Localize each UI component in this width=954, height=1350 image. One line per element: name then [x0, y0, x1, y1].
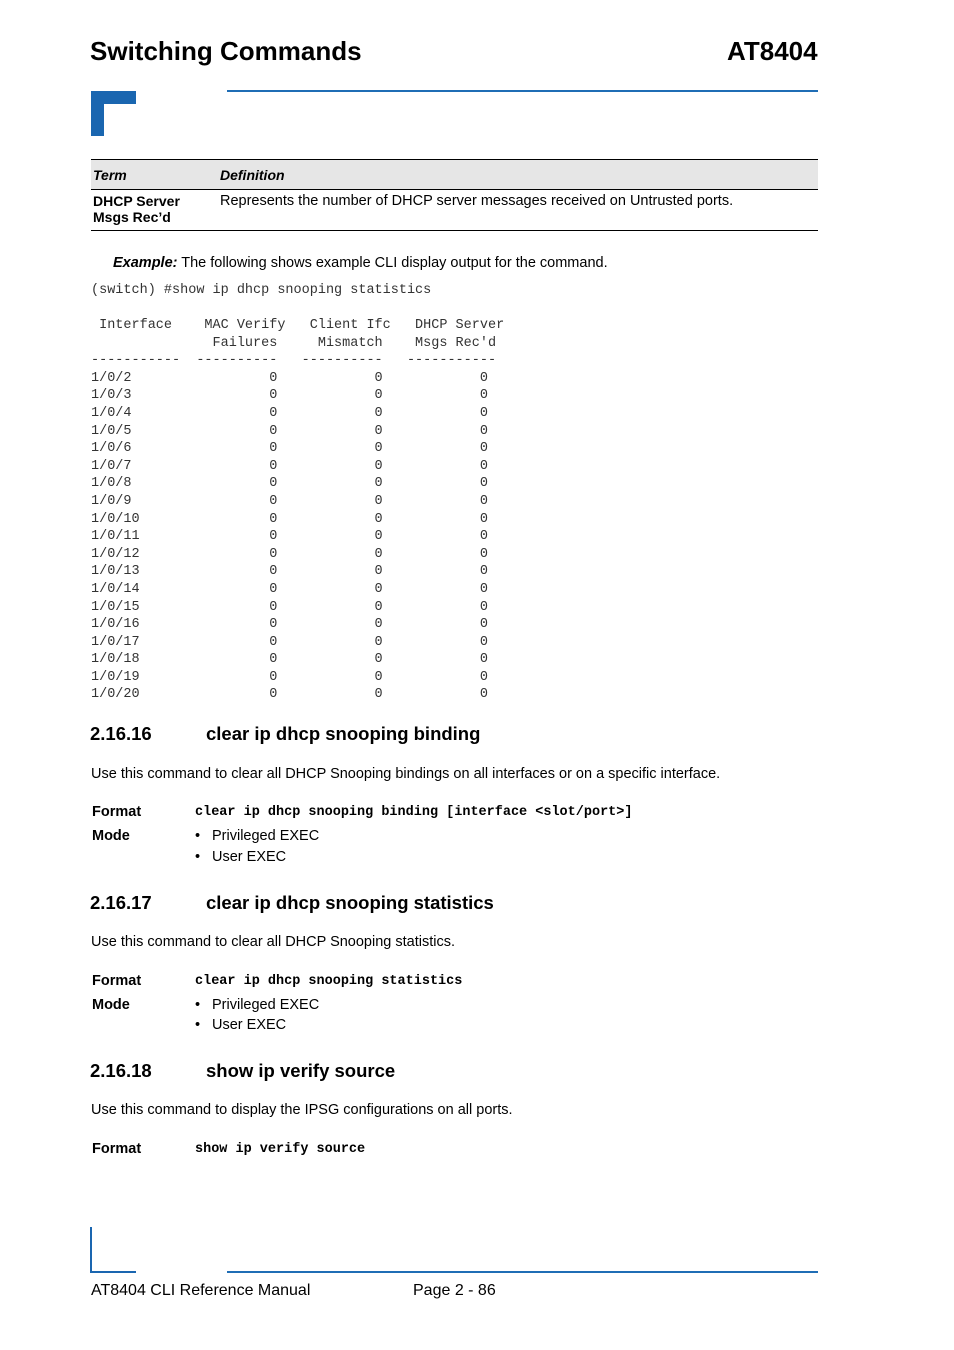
format-label: Format	[92, 1141, 142, 1157]
format-label: Format	[92, 973, 142, 989]
col-definition-header: Definition	[220, 166, 285, 183]
example-text: The following shows example CLI display output for the command.	[177, 255, 608, 271]
cli-prompt: (switch) #show ip dhcp snooping statistics	[91, 283, 432, 298]
cli-row: 1/0/12 0 0 0	[91, 546, 488, 562]
definition-cell: Represents the number of DHCP server messages received on Untrusted ports.	[220, 193, 734, 209]
cli-row: 1/0/8 0 0 0	[91, 476, 488, 492]
footer-bracket-icon	[90, 1227, 136, 1273]
section-number: 2.16.17	[90, 892, 152, 913]
cli-row: 1/0/7 0 0 0	[91, 458, 488, 474]
cli-row: 1/0/2 0 0 0	[91, 370, 488, 386]
section-title: clear ip dhcp snooping statistics	[206, 892, 494, 913]
cli-output	[91, 317, 504, 704]
cli-row: 1/0/13 0 0 0	[91, 564, 488, 580]
mode-label: Mode	[92, 997, 130, 1013]
section-description: Use this command to display the IPSG configurations on all ports.	[91, 1102, 513, 1118]
cli-header-line-2: Failures Mismatch Msgs Rec'd	[91, 335, 497, 351]
definition-table	[91, 159, 818, 231]
table-row	[91, 190, 818, 231]
cli-row: 1/0/15 0 0 0	[91, 599, 488, 615]
cli-row: 1/0/11 0 0 0	[91, 529, 488, 545]
cli-row: 1/0/6 0 0 0	[91, 441, 488, 457]
cli-row: 1/0/4 0 0 0	[91, 405, 488, 421]
term-line-2: Msgs Rec’d	[93, 209, 171, 225]
term-cell	[91, 190, 218, 231]
footer-manual-title: AT8404 CLI Reference Manual	[91, 1282, 311, 1299]
header-rule	[227, 90, 818, 92]
cli-separator: ----------- ---------- ---------- -----------	[91, 353, 497, 369]
example-label: Example:	[113, 255, 178, 271]
cli-row: 1/0/16 0 0 0	[91, 617, 488, 633]
cli-row: 1/0/9 0 0 0	[91, 493, 488, 509]
mode-item: • Privileged EXEC	[212, 997, 319, 1013]
cli-row: 1/0/19 0 0 0	[91, 669, 488, 685]
footer-rule	[227, 1271, 818, 1273]
page-header-title: Switching Commands	[90, 36, 362, 66]
footer-page-number: Page 2 - 86	[413, 1282, 496, 1299]
col-term-header: Term	[93, 166, 127, 183]
section-number: 2.16.18	[90, 1060, 152, 1081]
mode-item: • User EXEC	[212, 1017, 286, 1033]
cli-row: 1/0/18 0 0 0	[91, 652, 488, 668]
page-header-product: AT8404	[727, 36, 818, 66]
format-command: clear ip dhcp snooping statistics	[195, 974, 463, 989]
mode-item: • User EXEC	[212, 849, 286, 865]
cli-header-line-1: Interface MAC Verify Client Ifc DHCP Server	[91, 318, 505, 333]
cli-row: 1/0/5 0 0 0	[91, 423, 488, 439]
section-description: Use this command to clear all DHCP Snooping bindings on all interfaces or on a specific interface.	[91, 766, 721, 782]
table-header-row	[91, 160, 818, 190]
format-command: show ip verify source	[195, 1142, 366, 1157]
mode-item: • Privileged EXEC	[212, 828, 319, 844]
section-description: Use this command to clear all DHCP Snooping statistics.	[91, 934, 455, 950]
cli-row: 1/0/17 0 0 0	[91, 634, 488, 650]
section-title: clear ip dhcp snooping binding	[206, 723, 481, 744]
example-paragraph	[113, 255, 608, 271]
cli-row: 1/0/20 0 0 0	[91, 687, 488, 703]
section-number: 2.16.16	[90, 723, 152, 744]
format-label: Format	[92, 804, 142, 820]
corner-bracket-icon	[91, 91, 136, 136]
term-line-1: DHCP Server	[93, 193, 180, 209]
cli-row: 1/0/10 0 0 0	[91, 511, 488, 527]
cli-row: 1/0/3 0 0 0	[91, 388, 488, 404]
cli-row: 1/0/14 0 0 0	[91, 581, 488, 597]
section-title: show ip verify source	[206, 1060, 396, 1081]
format-command: clear ip dhcp snooping binding [interface <slot/port>]	[195, 805, 633, 820]
mode-label: Mode	[92, 828, 130, 844]
